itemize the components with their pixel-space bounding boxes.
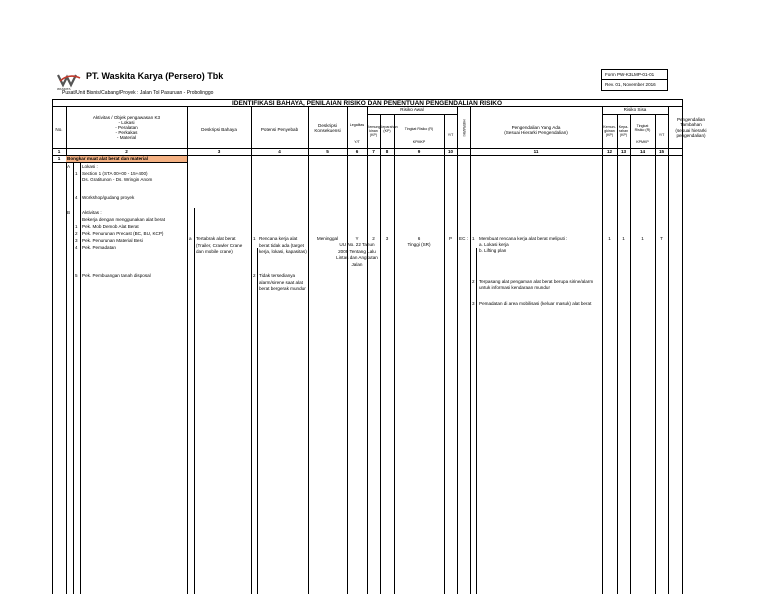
col-potensi: Potensi Penyebab — [260, 127, 299, 132]
bahaya-letter: a — [189, 236, 192, 241]
block-a-item-num: 1 — [75, 171, 78, 176]
block-a-item-num: 4 — [75, 195, 78, 200]
block-b-title: Aktivitas : — [82, 210, 102, 215]
revision: Rev. 01, November 2016 — [605, 82, 656, 87]
tambahan-l4: pengendalian) — [676, 132, 706, 138]
form-title: IDENTIFIKASI BAHAYA, PENILAIAN RISIKO DAN PENENTUAN PENGENDALIAN RISIKO — [231, 100, 503, 107]
colnum-13: 13 — [620, 149, 627, 154]
ra-kpmkp-value: P — [448, 236, 453, 241]
block-b-item-num: 4 — [75, 245, 78, 250]
colnum-7: 7 — [372, 149, 375, 154]
rs-c2-l3: (KP) — [619, 132, 628, 137]
block-b-item: Pek. Penurunan Precast (BC, BU, KCP) — [82, 231, 164, 236]
potensi-text: Rencana kerja alat berat tidak ada (target kerja, lokasi, kapasitas) — [259, 236, 307, 255]
rs-yt-value: T — [660, 236, 663, 241]
rs-tingkat-l2: Risiko (R) — [634, 127, 651, 132]
col-pengendalian-l2: (Sesuai Hierarki Pengendalian) — [504, 130, 568, 136]
col-ra-kpmkp: KPMKP — [412, 140, 426, 144]
colnum-14: 14 — [639, 149, 646, 154]
col-legalitas-yt: Y/T — [354, 140, 360, 144]
rs-kep-value: 1 — [622, 236, 625, 241]
colnum-1: 1 — [57, 149, 61, 154]
rs-tingkat-l1: Tingkat — [636, 124, 649, 128]
pengendalian-text: Membuat rencana kerja alat berat meliputi : — [479, 236, 568, 241]
form-number: Form PW-K3LMP-01-01 — [605, 72, 655, 77]
aktivitas-item-lokasi: - Lokasi — [118, 120, 135, 126]
colnum-12: 12 — [606, 149, 613, 154]
block-b-item: Pek. Pembuangan tanah disposal — [82, 273, 151, 278]
block-a-item: Ds. Gratitunon - Ds. Wringin Anom — [82, 177, 153, 182]
pengendalian-num: 3 — [472, 301, 475, 306]
block-a-letter: A — [67, 164, 71, 169]
aktivitas-item-material: - Material — [116, 135, 137, 141]
col-legalitas: Legalitas — [349, 123, 365, 127]
rs-c1-l2: gkinan — [604, 128, 615, 133]
ra-kemungkinan-l2: kinan — [369, 128, 378, 133]
tambahan-l2: Tambahan — [680, 122, 702, 128]
colnum-4: 4 — [278, 149, 281, 154]
potensi-num: 2 — [253, 273, 256, 278]
col-rs-kpmkp: KPMKP — [636, 140, 649, 144]
col-hierarki — [459, 110, 469, 146]
col-ra-kemungkinan — [367, 126, 380, 138]
col-konsekuensi-line2: Konsekuensi — [314, 128, 341, 134]
section-number: 1 — [57, 156, 61, 161]
ra-keparahan-l2: (KP) — [383, 128, 391, 133]
ra-kemungkinan-l1: Kemung- — [367, 125, 382, 129]
block-b-item-num: 3 — [75, 238, 78, 243]
col-risiko-awal: Risiko Awal — [400, 107, 424, 112]
col-pengendalian-l1: Pengendalian Yang Ada — [511, 125, 561, 130]
ra-tingkat-text: Tinggi (SR) — [407, 242, 431, 247]
tambahan-l1: Pengendalian — [676, 117, 706, 122]
col-hierarki-label: HIERARKI — [462, 119, 466, 137]
col-konsekuensi — [308, 123, 347, 134]
block-b-subtitle: Bekerja dengan menggunakan alat berat — [82, 217, 166, 222]
col-risiko-sisa: Risiko Sisa — [623, 107, 647, 112]
aktivitas-item-perkakas: - Perkakas — [115, 130, 138, 136]
pengendalian-text: b. Lifting plan — [479, 248, 507, 253]
block-a-item: Workshop/gudang proyek — [82, 195, 135, 200]
rs-tingkat-value: 1 — [641, 236, 644, 241]
konsekuensi-value: Meninggal — [316, 236, 339, 241]
col-konsekuensi-line1: Deskripsi — [318, 123, 337, 128]
col-aktivitas-title: Aktivitas / Objek pengawasan K3 — [92, 115, 161, 120]
pengendalian-text: Pemadatan di area mobilisasi (keluar masuk) alat berat — [479, 301, 592, 306]
tambahan-l3: (sesuai hierarki — [675, 127, 707, 133]
col-pengendalian-tambahan — [668, 117, 714, 138]
pengendalian-text: Terpasang alat pengaman alat berat berupa sirine/alarm untuk informasi kendaraan mundur — [479, 279, 594, 291]
rs-c2-l1: Kepa- — [618, 125, 629, 129]
aktivitas-item-peralatan: - Peralatan — [115, 125, 138, 131]
colnum-6: 6 — [355, 149, 359, 154]
colnum-11: 11 — [533, 149, 539, 154]
col-rs-yt: Y/T — [658, 133, 665, 137]
col-ra-tingkat: Tingkat Risiko (R) — [404, 127, 434, 131]
pengendalian-text: a. Lokasi kerja — [479, 242, 509, 247]
block-b-item: Pek. Penurunan Material Besi — [82, 238, 143, 243]
rs-c1-l3: (KP) — [605, 132, 614, 137]
pengendalian-num: 2 — [472, 279, 475, 284]
col-aktivitas — [66, 115, 187, 140]
ra-keparahan-l1: Keparahan — [380, 125, 398, 129]
block-b-item-num: 5 — [75, 273, 78, 278]
rs-kp-value: 1 — [608, 236, 611, 241]
block-b-item: Pek. Pemadatan — [82, 245, 116, 250]
ra-tingkat-value: 6 — [417, 236, 421, 241]
potensi-num: 1 — [253, 236, 256, 241]
col-pengendalian — [470, 125, 602, 136]
project-label: Pusat/Unit Bisnis/Cabang/Proyek : Jalan Tol Pasuruan - Probolinggo — [62, 90, 214, 96]
bahaya-description: Tertabrak alat berat (Trailer, Crawler Crane dan mobile crane) — [196, 236, 243, 255]
colnum-3: 3 — [217, 149, 221, 154]
rs-c1-l1: Kemun- — [603, 125, 616, 129]
block-b-item: Pek. Mob Demob Alat Berat — [82, 224, 139, 229]
col-rs-kemungkinan — [602, 126, 617, 138]
logo-caption: WASKITA — [57, 87, 71, 91]
colnum-5: 5 — [326, 149, 329, 154]
colnum-8: 8 — [385, 149, 389, 154]
legal-yt-value: Y — [355, 236, 359, 241]
colnum-9: 9 — [417, 149, 421, 154]
col-ra-yt: Y/T — [447, 133, 454, 137]
block-b-item-num: 1 — [75, 224, 78, 229]
colnum-2: 2 — [125, 149, 128, 154]
block-b-item-num: 2 — [75, 231, 78, 236]
ra-kp-value: 2 — [372, 236, 375, 241]
block-a-item: Section 1 (STA 00+00 - 15+400) — [82, 171, 148, 176]
col-no: No. — [55, 127, 63, 132]
potensi-text: Tidak tersedianya alarm/sirene saat alat berat bergerak mundur — [259, 273, 306, 292]
colnum-10: 10 — [447, 149, 454, 154]
section-title: Bongkar muat alat berat dan material — [67, 156, 148, 161]
block-a-title: Lokasi : — [82, 164, 98, 169]
legal-text: UU No. 22 Tahun 2009 Tentang Lalu Lintas dan Angkutan Jalan — [336, 242, 378, 267]
ra-kep-value: 3 — [385, 236, 389, 241]
col-ra-keparahan — [380, 125, 398, 134]
colnum-15: 15 — [658, 149, 665, 154]
ra-kemungkinan-l3: (KP) — [369, 132, 378, 137]
col-rs-tingkat — [630, 125, 655, 133]
block-b-letter: B — [67, 210, 71, 215]
col-deskripsi-bahaya: Deskripsi Bahaya — [201, 127, 237, 132]
hierarki-value: EC : — [459, 236, 468, 241]
pengendalian-num: 1 — [472, 236, 475, 241]
col-rs-keparahan — [617, 126, 630, 138]
company-name: PT. Waskita Karya (Persero) Tbk — [86, 71, 224, 81]
rs-c2-l2: rahan — [618, 128, 629, 133]
